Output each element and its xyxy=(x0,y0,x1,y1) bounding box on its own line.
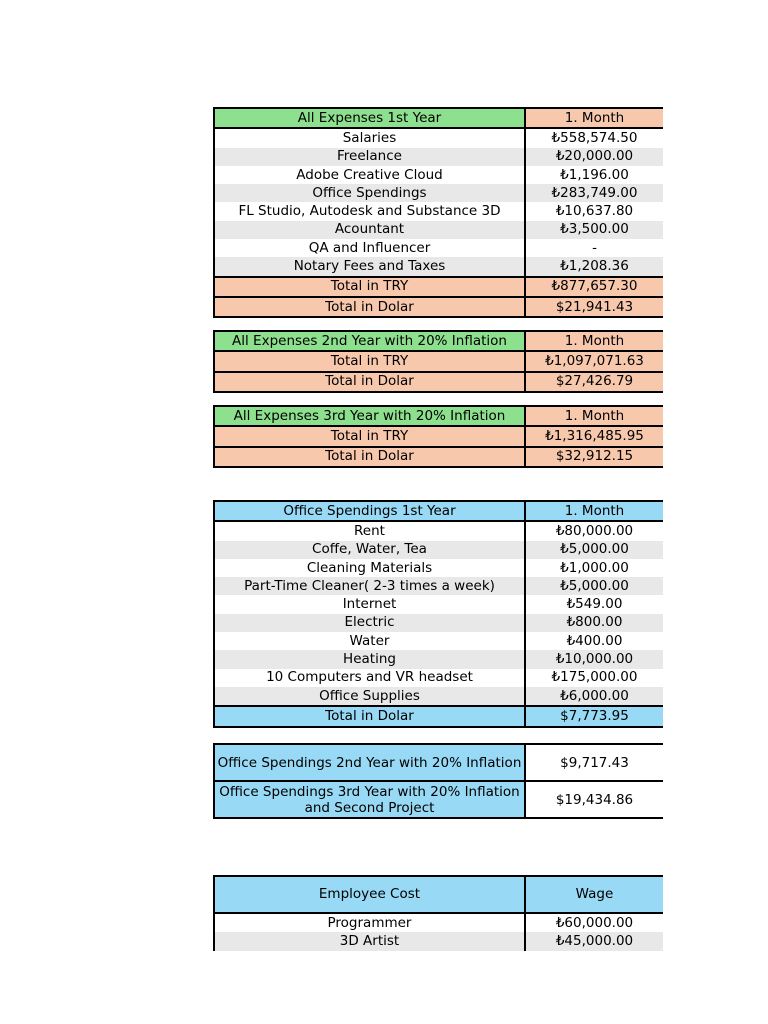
total-usd-value[interactable]: $27,426.79 xyxy=(525,372,663,392)
row-value[interactable]: ₺80,000.00 xyxy=(525,521,663,540)
table-header-row xyxy=(214,501,663,521)
table-row xyxy=(214,128,663,147)
table-row xyxy=(214,595,663,613)
row-label[interactable]: Coffe, Water, Tea xyxy=(214,541,525,559)
header-label[interactable]: All Expenses 1st Year xyxy=(214,108,525,128)
row-label[interactable]: 10 Computers and VR headset xyxy=(214,669,525,687)
row-value[interactable]: ₺5,000.00 xyxy=(525,577,663,595)
table-row xyxy=(214,559,663,577)
row-label[interactable]: Part-Time Cleaner( 2-3 times a week) xyxy=(214,577,525,595)
table-row xyxy=(214,521,663,540)
table-row xyxy=(214,781,663,818)
row-value[interactable]: ₺6,000.00 xyxy=(525,687,663,706)
total-try-value[interactable]: ₺877,657.30 xyxy=(525,277,663,297)
office-later-years-table xyxy=(213,743,663,819)
table-row xyxy=(214,148,663,166)
table-header-row xyxy=(214,876,663,913)
table-header-row xyxy=(214,108,663,128)
row-value[interactable]: ₺20,000.00 xyxy=(525,148,663,166)
row-label[interactable]: Internet xyxy=(214,595,525,613)
header-month[interactable]: 1. Month xyxy=(525,406,663,426)
row-label[interactable]: FL Studio, Autodesk and Substance 3D xyxy=(214,202,525,220)
table-row xyxy=(214,221,663,239)
header-month[interactable]: 1. Month xyxy=(525,108,663,128)
row-value[interactable]: ₺45,000.00 xyxy=(525,932,663,950)
expenses-year1-table xyxy=(213,107,663,318)
table-row xyxy=(214,650,663,668)
table-row xyxy=(214,632,663,650)
total-usd-label[interactable]: Total in Dolar xyxy=(214,447,525,467)
total-usd-label[interactable]: Total in Dolar xyxy=(214,372,525,392)
header-label[interactable]: All Expenses 3rd Year with 20% Inflation xyxy=(214,406,525,426)
table-row xyxy=(214,913,663,932)
row-value[interactable]: ₺3,500.00 xyxy=(525,221,663,239)
row-label[interactable]: 3D Artist xyxy=(214,932,525,950)
table-header-row xyxy=(214,406,663,426)
table-row xyxy=(214,614,663,632)
row-label[interactable]: Electric xyxy=(214,614,525,632)
total-usd-label[interactable]: Total in Dolar xyxy=(214,297,525,317)
total-try-value[interactable]: ₺1,097,071.63 xyxy=(525,351,663,371)
office-year1-table xyxy=(213,500,663,728)
table-row xyxy=(214,932,663,950)
total-usd-row xyxy=(214,372,663,392)
row-value[interactable]: ₺60,000.00 xyxy=(525,913,663,932)
total-usd-label[interactable]: Total in Dolar xyxy=(214,706,525,726)
total-usd-row xyxy=(214,706,663,726)
table-row xyxy=(214,166,663,184)
row-label[interactable]: Office Supplies xyxy=(214,687,525,706)
row-value[interactable]: ₺549.00 xyxy=(525,595,663,613)
total-usd-value[interactable]: $21,941.43 xyxy=(525,297,663,317)
row-label[interactable]: Water xyxy=(214,632,525,650)
row-value[interactable]: ₺10,000.00 xyxy=(525,650,663,668)
row-value[interactable]: ₺10,637.80 xyxy=(525,202,663,220)
total-try-label[interactable]: Total in TRY xyxy=(214,351,525,371)
total-usd-value[interactable]: $7,773.95 xyxy=(525,706,663,726)
row-value[interactable]: $19,434.86 xyxy=(525,781,663,818)
header-label[interactable]: Office Spendings 1st Year xyxy=(214,501,525,521)
table-row xyxy=(214,257,663,276)
expenses-year3-table xyxy=(213,405,663,468)
row-label[interactable]: Heating xyxy=(214,650,525,668)
total-try-value[interactable]: ₺1,316,485.95 xyxy=(525,426,663,446)
header-label[interactable]: Employee Cost xyxy=(214,876,525,913)
row-label[interactable]: Acountant xyxy=(214,221,525,239)
table-row xyxy=(214,669,663,687)
row-value[interactable]: $9,717.43 xyxy=(525,744,663,781)
header-month[interactable]: 1. Month xyxy=(525,331,663,351)
table-row xyxy=(214,184,663,202)
total-try-row xyxy=(214,426,663,446)
row-value[interactable]: ₺400.00 xyxy=(525,632,663,650)
row-value[interactable]: ₺800.00 xyxy=(525,614,663,632)
total-try-label[interactable]: Total in TRY xyxy=(214,426,525,446)
table-row xyxy=(214,744,663,781)
header-wage[interactable]: Wage xyxy=(525,876,663,913)
row-value[interactable]: ₺1,196.00 xyxy=(525,166,663,184)
total-usd-value[interactable]: $32,912.15 xyxy=(525,447,663,467)
table-row xyxy=(214,577,663,595)
row-label[interactable]: Adobe Creative Cloud xyxy=(214,166,525,184)
row-value[interactable]: ₺5,000.00 xyxy=(525,541,663,559)
header-label[interactable]: All Expenses 2nd Year with 20% Inflation xyxy=(214,331,525,351)
total-try-label[interactable]: Total in TRY xyxy=(214,277,525,297)
row-value[interactable]: ₺1,208.36 xyxy=(525,257,663,276)
row-label[interactable]: Notary Fees and Taxes xyxy=(214,257,525,276)
row-label[interactable]: Rent xyxy=(214,521,525,540)
row-value[interactable]: - xyxy=(525,239,663,257)
row-label[interactable]: Office Spendings xyxy=(214,184,525,202)
row-label[interactable]: Programmer xyxy=(214,913,525,932)
row-value[interactable]: ₺175,000.00 xyxy=(525,669,663,687)
table-row xyxy=(214,202,663,220)
employee-cost-table xyxy=(213,875,663,951)
row-label[interactable]: Office Spendings 3rd Year with 20% Inflation and Second Project xyxy=(214,781,525,818)
header-month[interactable]: 1. Month xyxy=(525,501,663,521)
row-value[interactable]: ₺283,749.00 xyxy=(525,184,663,202)
table-header-row xyxy=(214,331,663,351)
row-label[interactable]: Salaries xyxy=(214,128,525,147)
total-try-row xyxy=(214,351,663,371)
total-usd-row xyxy=(214,447,663,467)
expenses-year2-table xyxy=(213,330,663,393)
total-usd-row xyxy=(214,297,663,317)
table-row xyxy=(214,541,663,559)
row-label[interactable]: Office Spendings 2nd Year with 20% Inflation xyxy=(214,744,525,781)
total-try-row xyxy=(214,277,663,297)
row-label[interactable]: Cleaning Materials xyxy=(214,559,525,577)
table-row xyxy=(214,239,663,257)
table-row xyxy=(214,687,663,706)
row-value[interactable]: ₺1,000.00 xyxy=(525,559,663,577)
row-label[interactable]: Freelance xyxy=(214,148,525,166)
row-label[interactable]: QA and Influencer xyxy=(214,239,525,257)
row-value[interactable]: ₺558,574.50 xyxy=(525,128,663,147)
